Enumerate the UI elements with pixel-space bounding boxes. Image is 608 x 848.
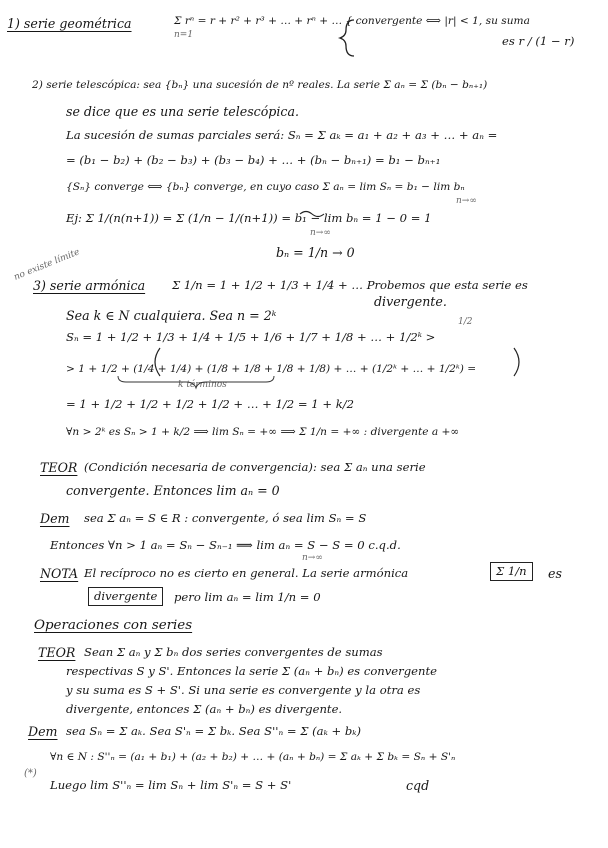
subscript-n1: n=1 — [174, 30, 194, 40]
harmonic-proof-intro: Sea k ∈ N cualquiera. Sea n = 2ᵏ — [66, 308, 277, 323]
proof-2-conclusion: Luego lim S''ₙ = lim Sₙ + lim S'ₙ = S + S' — [50, 778, 292, 792]
note-line-1-end: es — [548, 566, 562, 581]
heading-harmonic-series: 3) serie armónica — [33, 278, 146, 293]
theorem-operations-3: y su suma es S + S'. Si una serie es convergente y la otra es — [66, 683, 421, 697]
heading-operations: Operaciones con series — [34, 618, 193, 633]
proof-label-1: Dem — [40, 511, 70, 526]
geometric-series-sum: es r / (1 − r) — [502, 34, 575, 48]
theorem-necessary-condition: (Condición necesaria de convergencia): sea Σ aₙ una serie — [84, 460, 426, 474]
margin-note-no-existe: no existe límite — [12, 247, 82, 283]
right-paren-2 — [514, 348, 519, 376]
harmonic-series-divergente: divergente. — [374, 294, 447, 309]
harmonic-proof-grouping: > 1 + 1/2 + (1/4 + 1/4) + (1/8 + 1/8 + 1/8 + 1/8) + … + (1/2ᵏ + … + 1/2ᵏ) = — [66, 363, 477, 375]
theorem-label-1: TEOR — [40, 460, 78, 475]
telescopic-example: Ej: Σ 1/(n(n+1)) = Σ (1/n − 1/(n+1)) = b₁ − lim bₙ = 1 − 0 = 1 — [66, 211, 432, 225]
k-terms-label: k términos — [178, 380, 227, 390]
harmonic-proof-conclusion: ∀n > 2ᵏ es Sₙ > 1 + k/2 ⟹ lim Sₙ = +∞ ⟹ Σ 1/n = +∞ : divergente a +∞ — [66, 426, 460, 438]
theorem-operations-1: Sean Σ aₙ y Σ bₙ dos series convergentes de sumas — [84, 645, 383, 659]
partial-sums-expansion: = (b₁ − b₂) + (b₂ − b₃) + (b₃ − b₄) + … + (bₙ − bₙ₊₁) = b₁ − bₙ₊₁ — [66, 153, 441, 167]
theorem-necessary-condition-2: convergente. Entonces lim aₙ = 0 — [66, 483, 280, 498]
theorem-operations-2: respectivas S y S'. Entonces la serie Σ (aₙ + bₙ) es convergente — [66, 664, 437, 678]
telescopic-convergence: {Sₙ} converge ⟺ {bₙ} converge, en cuyo caso Σ aₙ = lim Sₙ = b₁ − lim bₙ — [66, 181, 465, 193]
divergente-box: divergente — [88, 587, 163, 606]
note-line-2: pero lim aₙ = lim 1/n = 0 — [174, 590, 321, 604]
proof-2-line-2: ∀n ∈ N : S''ₙ = (a₁ + b₁) + (a₂ + b₂) + … + (aₙ + bₙ) = Σ aₖ + Σ bₖ = Sₙ + S'ₙ — [50, 751, 456, 763]
harmonic-series-line: Σ 1/n = 1 + 1/2 + 1/3 + 1/4 + … Probemos que esta serie es — [172, 278, 528, 292]
limit-subscript-3: n→∞ — [302, 553, 323, 563]
proof-label-2: Dem — [28, 724, 58, 739]
harmonic-series-box: Σ 1/n — [490, 562, 533, 581]
partial-sums-line: La sucesión de sumas parciales será: Sₙ = Σ aₖ = a₁ + a₂ + a₃ + … + aₙ = — [66, 128, 498, 142]
limit-subscript-1: n→∞ — [456, 196, 477, 206]
proof-2-qed: cqd — [406, 778, 430, 793]
note-line-1: El recíproco no es cierto en general. La serie armónica — [84, 566, 409, 580]
harmonic-proof-sum: = 1 + 1/2 + 1/2 + 1/2 + 1/2 + … + 1/2 = 1 + k/2 — [66, 397, 355, 411]
telescopic-example-bn: bₙ = 1/n → 0 — [276, 245, 355, 260]
heading-geometric-series: 1) serie geométrica — [7, 16, 132, 31]
theorem-operations-4: divergente, entonces Σ (aₙ + bₙ) es divergente. — [66, 702, 343, 716]
telescopic-series-def-2: se dice que es una serie telescópica. — [66, 104, 299, 119]
note-label: NOTA — [40, 566, 79, 581]
asterisk-marker: (*) — [24, 768, 37, 779]
geometric-series-line: Σ rⁿ = r + r² + r³ + … + rⁿ + … { convergente ⟺ |r| < 1, su suma — [174, 15, 530, 27]
harmonic-proof-sn: Sₙ = 1 + 1/2 + 1/3 + 1/4 + 1/5 + 1/6 + 1/7 + 1/8 + … + 1/2ᵏ > — [66, 330, 436, 344]
limit-subscript-2: n→∞ — [310, 228, 331, 238]
half-annotation: 1/2 — [458, 317, 473, 327]
theorem-label-2: TEOR — [38, 645, 76, 660]
proof-1-line-2: Entonces ∀n > 1 aₙ = Sₙ − Sₙ₋₁ ⟹ lim aₙ = S − S = 0 c.q.d. — [50, 538, 401, 552]
telescopic-series-definition: 2) serie telescópica: sea {bₙ} una sucesión de nº reales. La serie Σ aₙ = Σ (bₙ − bₙ₊₁) — [32, 79, 488, 91]
proof-1-line-1: sea Σ aₙ = S ∈ R : convergente, ó sea lim Sₙ = S — [84, 511, 367, 525]
proof-2-line-1: sea Sₙ = Σ aₖ. Sea S'ₙ = Σ bₖ. Sea S''ₙ = Σ (aₖ + bₖ) — [66, 724, 362, 738]
